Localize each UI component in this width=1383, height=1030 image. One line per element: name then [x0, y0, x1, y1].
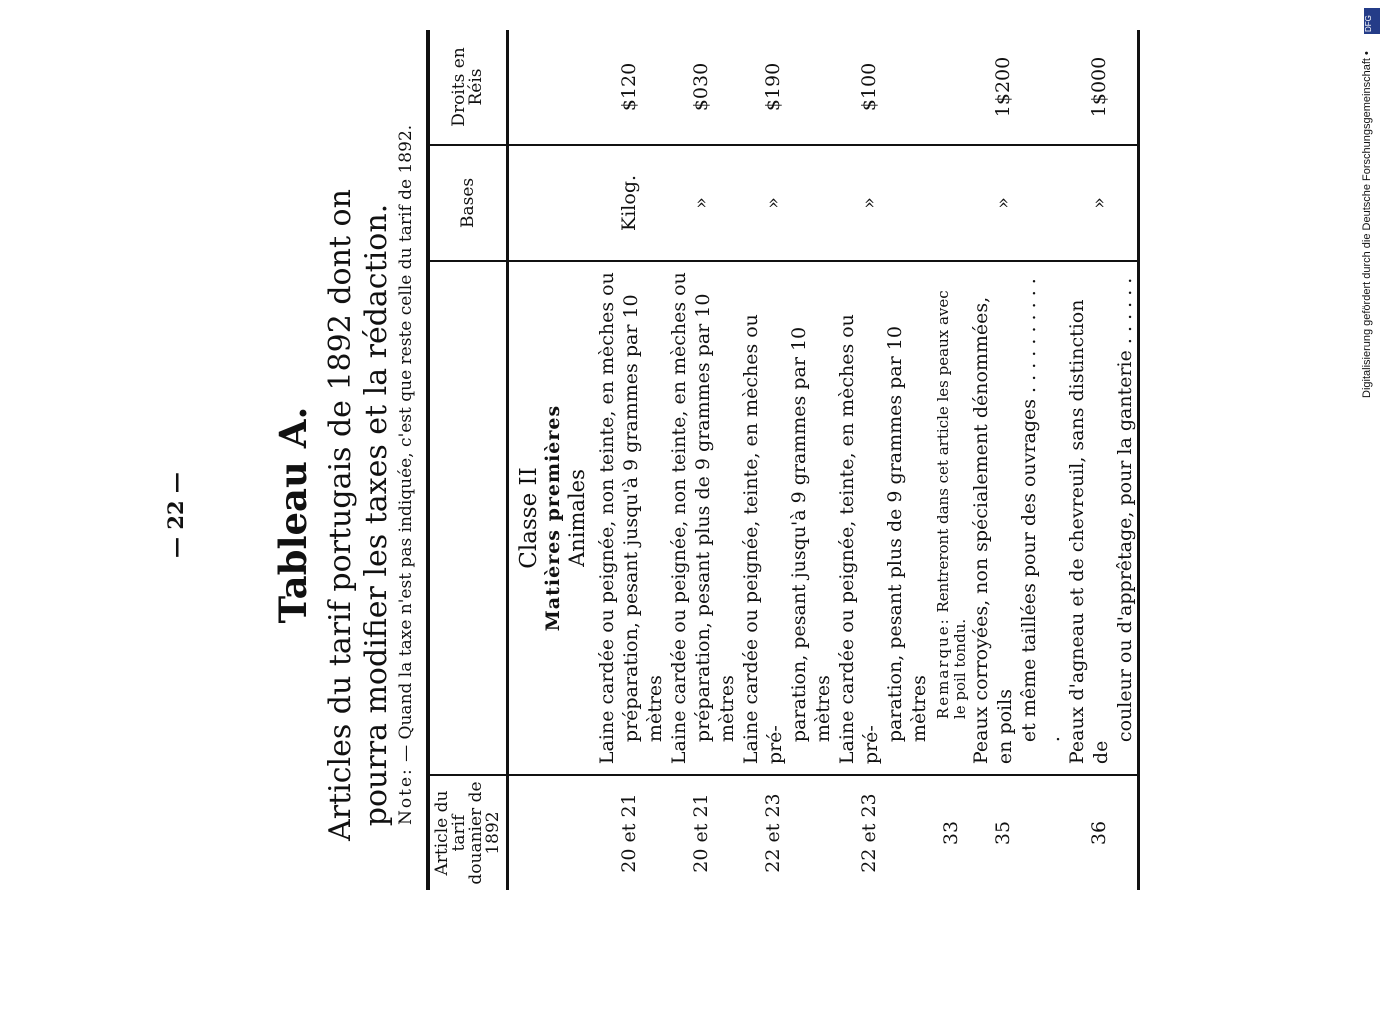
section-classe: Classe II	[516, 467, 542, 569]
note-label: Note:	[396, 767, 416, 825]
page-number: — 22 —	[163, 472, 188, 558]
dfg-logo	[1364, 8, 1380, 34]
stamp-text: Digitalisierung gefördert durch die Deutsche Forschungsgemeinschaft •	[1361, 51, 1373, 398]
row-remark	[935, 272, 969, 764]
row-article: 20 et 21	[667, 775, 739, 890]
row-base	[931, 145, 969, 261]
row-base: »	[835, 145, 931, 261]
row-droit: 1$000	[1065, 30, 1139, 145]
row-desc-line2: couleur ou d'apprêtage, pour la ganterie . . . . . .	[1114, 277, 1136, 743]
table-header-row	[428, 30, 508, 890]
dfg-logo-text: DFG	[1364, 15, 1373, 32]
row-article: 33	[931, 775, 969, 890]
row-desc-line1: Laine cardée ou peignée, non teinte, en mèches ou	[596, 272, 618, 765]
row-droit: $190	[762, 62, 784, 112]
row-droit: 1$200	[992, 56, 1014, 118]
header-bases: Bases	[428, 145, 508, 261]
section-animales: Animales	[565, 469, 589, 567]
row-desc-line2: préparation, pesant plus de 9 grammes par 10 mètres	[692, 293, 738, 743]
row-desc-line2: paration, pesant jusqu'à 9 grammes par 10 mètres	[788, 326, 834, 743]
row-base: »	[1065, 145, 1139, 261]
row-base: »	[739, 145, 835, 261]
row-article: 22 et 23	[739, 775, 835, 890]
table-row	[931, 30, 969, 890]
row-base: »	[969, 145, 1065, 261]
row-desc-line2: paration, pesant plus de 9 grammes par 10 mètres	[884, 326, 930, 743]
row-article: 35	[969, 775, 1065, 890]
row-droit: $100	[858, 62, 880, 112]
row-desc-line1: Laine cardée ou peignée, non teinte, en mèches ou	[668, 272, 690, 765]
row-article: 20 et 21	[595, 775, 667, 890]
section-matieres: Matières premières	[542, 404, 564, 632]
row-desc-line1: Laine cardée ou peignée, teinte, en mèches ou pré-	[740, 314, 786, 765]
row-droit	[931, 30, 969, 145]
table-row	[969, 30, 1065, 890]
note-text: — Quand la taxe n'est pas indiquée, c'est que reste celle du tarif de 1892.	[396, 124, 416, 762]
table-row	[835, 30, 931, 890]
digitization-stamp	[1361, 8, 1381, 398]
row-base: Kilog.	[595, 145, 667, 261]
row-base: »	[667, 145, 739, 261]
row-desc-line2: préparation, pesant jusqu'à 9 grammes par 10 mètres	[620, 294, 666, 743]
row-desc-line1: Laine cardée ou peignée, teinte, en mèches ou pré-	[836, 314, 882, 765]
tariff-table	[426, 30, 1140, 890]
table-row	[595, 30, 667, 890]
table-row	[739, 30, 835, 890]
note	[396, 25, 416, 825]
remark-label: Remarque:	[934, 617, 952, 720]
header-description	[428, 261, 508, 775]
row-desc-line2: et même taillées pour des ouvrages . . . . . . . . . . .	[1018, 278, 1064, 743]
page-title: Tableau A.	[271, 406, 315, 624]
table-row	[1065, 30, 1139, 890]
table-row	[667, 30, 739, 890]
header-droits: Droits en Réis	[428, 30, 508, 145]
remark-text: Rentreront dans cet article les peaux avec le poil tondu.	[934, 290, 969, 720]
row-droit: $030	[690, 62, 712, 112]
page-subtitle: Articles du tarif portugais de 1892 dont on pourra modifier les taxes et la rédaction.	[323, 189, 394, 841]
document-page	[141, 0, 1383, 1030]
row-droit: $120	[618, 62, 640, 112]
header-article: Article du tarif douanier de 1892	[428, 775, 508, 890]
row-article: 22 et 23	[835, 775, 931, 890]
row-desc-line1: Peaux corroyées, non spécialement dénommées, en poils	[970, 296, 1016, 765]
row-article: 36	[1065, 775, 1139, 890]
section-row	[508, 30, 596, 890]
row-desc-line1: Peaux d'agneau et de chevreuil, sans distinction de	[1066, 299, 1112, 765]
